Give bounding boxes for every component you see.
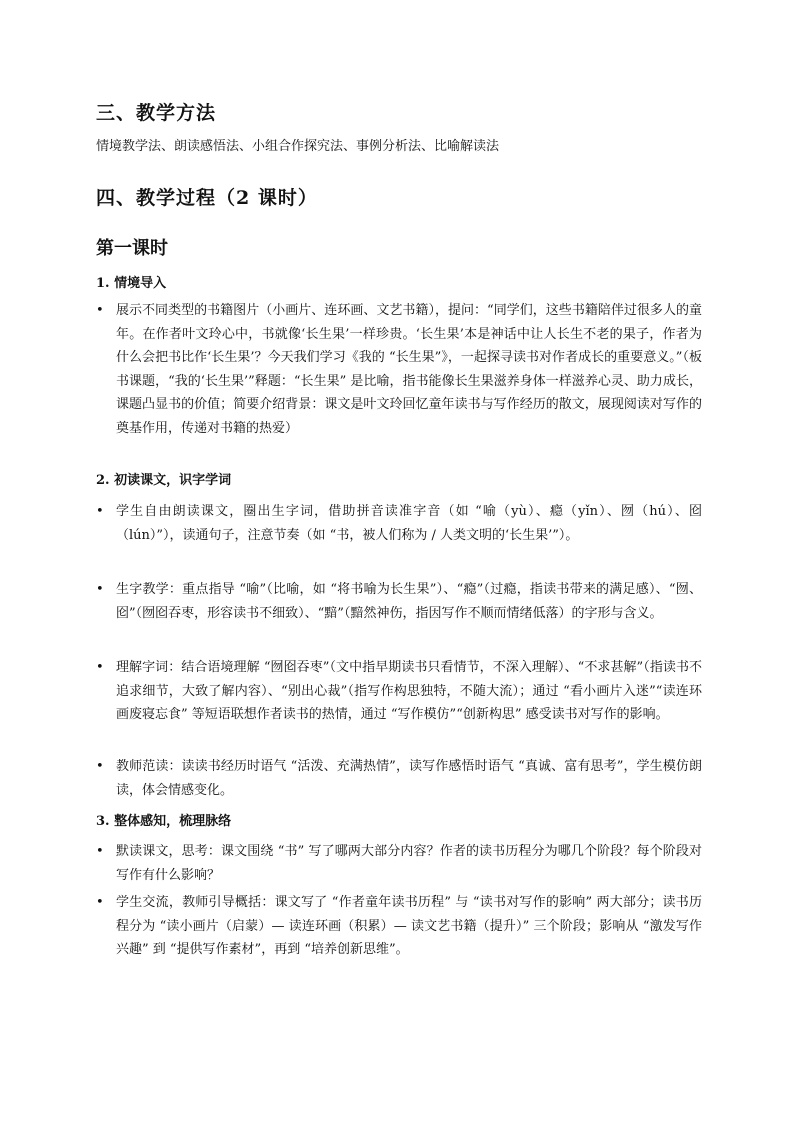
list-item	[96, 891, 702, 962]
list-item-text: 学生自由朗读课文，圈出生字词，借助拼音读准字音（如 “喻（yù）、瘾（yǐn）、囫（hú）、囵（lún）”），读通句子，注意节奏（如 “书，被人们称为 / 人类文明的‘长生果’”）。	[116, 504, 702, 543]
list-item	[96, 299, 702, 440]
bullet-icon: •	[96, 759, 104, 774]
list-item	[96, 656, 702, 727]
bullet-icon: •	[96, 895, 104, 910]
teaching-methods-text: 情境教学法、朗读感悟法、小组合作探究法、事例分析法、比喻解读法	[96, 139, 500, 154]
section-heading-teaching-methods: 三、教学方法	[96, 102, 217, 124]
step-title-overall-perception: 3. 整体感知，梳理脉络	[96, 814, 232, 829]
bullet-icon: •	[96, 844, 104, 859]
step-title-first-reading: 2. 初读课文，识字学词	[96, 473, 232, 488]
bullet-icon: •	[96, 303, 104, 318]
list-item	[96, 840, 702, 887]
list-item-text: 默读课文，思考：课文围绕 “书” 写了哪两大部分内容？作者的读书历程分为哪几个阶段？每个阶段对写作有什么影响？	[116, 844, 702, 883]
lesson-one-title: 第一课时	[96, 238, 168, 259]
list-item	[96, 500, 702, 547]
bullet-icon: •	[96, 660, 104, 675]
list-item-text: 学生交流，教师引导概括：课文写了 “作者童年读书历程” 与 “读书对写作的影响” 两大部分；读书历程分为 “读小画片（启蒙）— 读连环画（积累）— 读文艺书籍（提升）” 三个阶段；影响从 “激发写作兴趣” 到 “提供写作素材”，再到 “培养创新思维”。	[116, 895, 702, 957]
bullet-icon: •	[96, 504, 104, 519]
list-item	[96, 578, 702, 625]
bullet-icon: •	[96, 582, 104, 597]
list-item-text: 展示不同类型的书籍图片（小画片、连环画、文艺书籍），提问：“同学们，这些书籍陪伴过很多人的童年。在作者叶文玲心中，书就像‘长生果’一样珍贵。‘长生果’本是神话中让人长生不老的果子，作者为什么会把书比作‘长生果’？今天我们学习《我的 “长生果”》，一起探寻读书对作者成长的重要意义。”（板书课题，“我的‘长生果’”释题：“长生果” 是比喻，指书能像长生果滋养身体一样滋养心灵、助力成长，课题凸显书的价值；简要介绍背景：课文是叶文玲回忆童年读书与写作经历的散文，展现阅读对写作的奠基作用，传递对书籍的热爱）	[116, 303, 702, 436]
list-item-text: 生字教学：重点指导 “喻”（比喻，如 “将书喻为长生果”）、“瘾”（过瘾，指读书带来的满足感）、“囫、囵”（囫囵吞枣，形容读书不细致）、“黯”（黯然神伤，指因写作不顺而情绪低落）的字形与含义。	[116, 582, 702, 621]
section-heading-teaching-process: 四、教学过程（2 课时）	[96, 187, 318, 209]
list-item-text: 教师范读：读读书经历时语气 “活泼、充满热情”，读写作感悟时语气 “真诚、富有思考”，学生模仿朗读，体会情感变化。	[116, 759, 702, 798]
list-item-text: 理解字词：结合语境理解 “囫囵吞枣”（文中指早期读书只看情节，不深入理解）、“不求甚解”（指读书不追求细节，大致了解内容）、“别出心裁”（指写作构思独特，不随大流）；通过 “看小画片入迷”“读连环画废寝忘食” 等短语联想作者读书的热情，通过 “写作模仿”“创新构思” 感受读书对写作的影响。	[116, 660, 702, 722]
list-item	[96, 755, 702, 802]
step-title-intro: 1. 情境导入	[96, 276, 167, 291]
